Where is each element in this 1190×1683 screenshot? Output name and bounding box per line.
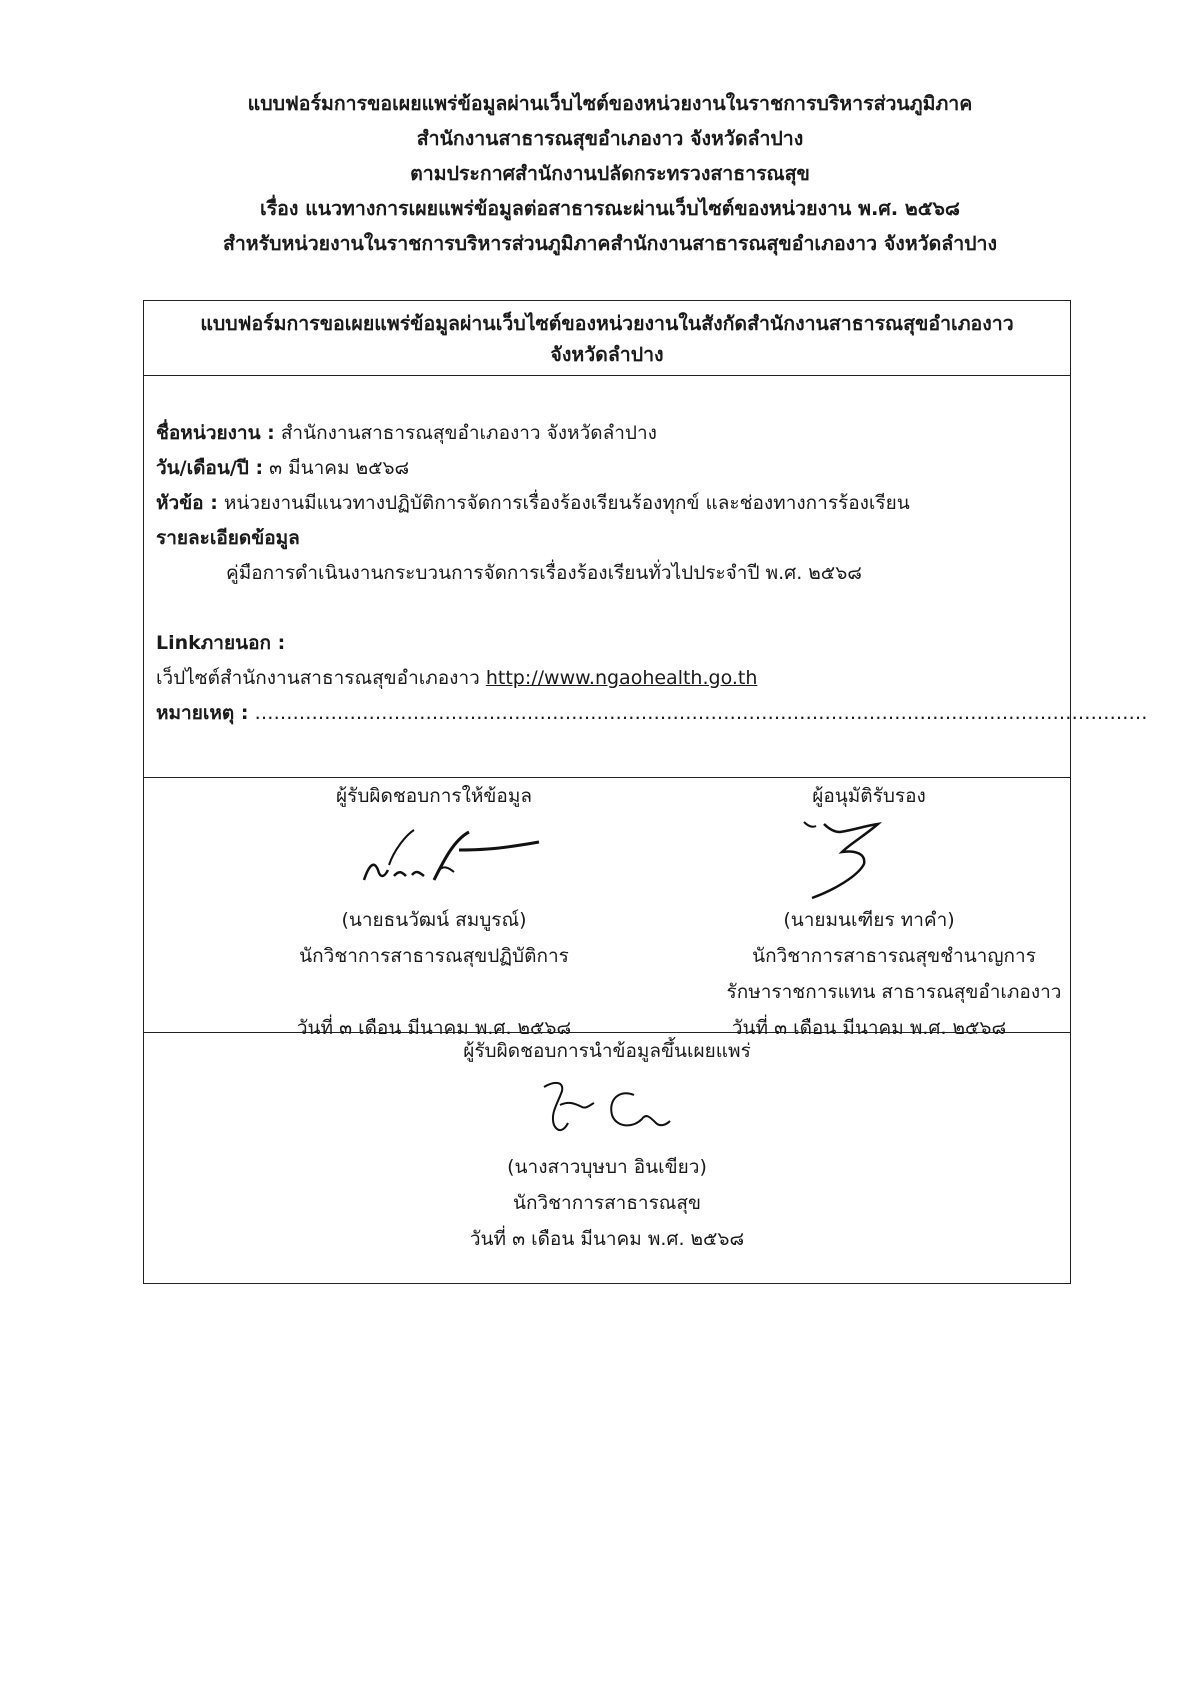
publisher-title: ผู้รับผิดชอบการนำข้อมูลขึ้นเผยแพร่ (463, 1040, 751, 1062)
header-line-1: แบบฟอร์มการขอเผยแพร่ข้อมูลผ่านเว็บไซต์ของหน่วยงานในราชการบริหารส่วนภูมิภาค (247, 92, 973, 115)
topic-label: หัวข้อ : (156, 492, 218, 514)
responsible-signature (244, 814, 624, 902)
responsible-title: ผู้รับผิดชอบการให้ข้อมูล (336, 785, 532, 807)
responsible-name: (นายธนวัฒน์ สมบูรณ์) (341, 909, 527, 931)
link-label: Linkภายนอก : (156, 632, 286, 654)
approver-block (654, 778, 1084, 1046)
form-title-line-1: แบบฟอร์มการขอเผยแพร่ข้อมูลผ่านเว็บไซต์ของหน่วยงานในสังกัดสำนักงานสาธารณสุขอำเภองาว (200, 312, 1014, 335)
signature-icon (794, 814, 934, 902)
date-row (156, 451, 1058, 486)
spacer (156, 591, 1058, 626)
date-value: ๓ มีนาคม ๒๕๖๘ (269, 457, 410, 479)
approver-signature (654, 814, 1084, 902)
responsible-block (244, 778, 624, 1046)
topic-row (156, 486, 1058, 521)
note-row (156, 696, 1148, 731)
website-link[interactable]: http://www.ngaohealth.go.th (485, 667, 758, 689)
header-line-5: สำหรับหน่วยงานในราชการบริหารส่วนภูมิภาคสำนักงานสาธารณสุขอำเภองาว จังหวัดลำปาง (222, 232, 998, 255)
unit-row (156, 416, 1058, 451)
document-header (120, 86, 1100, 261)
date-label: วัน/เดือน/ปี : (156, 457, 264, 479)
publisher-name: (นางสาวบุษบา อินเขียว) (507, 1156, 707, 1178)
link-row (156, 661, 1058, 696)
unit-value: สำนักงานสาธารณสุขอำเภองาว จังหวัดลำปาง (280, 422, 657, 444)
approver-name: (นายมนเฑียร ทาคำ) (783, 909, 955, 931)
publisher-position: นักวิชาการสาธารณสุข (512, 1192, 702, 1214)
note-value: …………………………………………………………………………………………………………………………… (254, 702, 1148, 724)
note-label: หมายเหตุ : (156, 702, 249, 724)
responsible-position: นักวิชาการสาธารณสุขปฏิบัติการ (299, 945, 569, 967)
responsible-date: วันที่ ๓ เดือน มีนาคม พ.ศ. ๒๕๖๘ (296, 1017, 572, 1039)
approver-position-2: รักษาราชการแทน สาธารณสุขอำเภองาว (726, 981, 1062, 1003)
topic-value: หน่วยงานมีแนวทางปฏิบัติการจัดการเรื่องร้องเรียนร้องทุกข์ และช่องทางการร้องเรียน (223, 492, 910, 514)
form-box (143, 300, 1148, 1284)
detail-label-row (156, 521, 1058, 556)
publisher-signature (144, 1069, 1070, 1149)
unit-label: ชื่อหน่วยงาน : (156, 422, 275, 444)
approver-title: ผู้อนุมัติรับรอง (812, 785, 926, 807)
header-line-4: เรื่อง แนวทางการเผยแพร่ข้อมูลต่อสาธารณะผ่านเว็บไซต์ของหน่วยงาน พ.ศ. ๒๕๖๘ (260, 197, 960, 220)
info-section (144, 376, 1148, 778)
signature-icon (524, 1073, 684, 1149)
form-title-section (144, 301, 1070, 376)
approver-date: วันที่ ๓ เดือน มีนาคม พ.ศ. ๒๕๖๘ (731, 1017, 1007, 1039)
publisher-date: วันที่ ๓ เดือน มีนาคม พ.ศ. ๒๕๖๘ (469, 1228, 745, 1250)
form-title-line-2: จังหวัดลำปาง (550, 343, 664, 366)
detail-value: คู่มือการดำเนินงานกระบวนการจัดการเรื่องร้องเรียนทั่วไปประจำปี พ.ศ. ๒๕๖๘ (226, 562, 862, 584)
blank-line (244, 974, 624, 1010)
header-line-3: ตามประกาศสำนักงานปลัดกระทรวงสาธารณสุข (410, 162, 810, 185)
header-line-2: สำนักงานสาธารณสุขอำเภองาว จังหวัดลำปาง (416, 127, 804, 150)
link-prefix: เว็ปไซต์สำนักงานสาธารณสุขอำเภองาว (156, 667, 480, 689)
signature-icon (344, 820, 544, 900)
publisher-section (144, 1033, 1070, 1283)
link-label-row (156, 626, 1058, 661)
signature-section (144, 778, 1070, 1039)
approver-position: นักวิชาการสาธารณสุขชำนาญการ (752, 945, 1036, 967)
detail-label: รายละเอียดข้อมูล (156, 527, 300, 549)
